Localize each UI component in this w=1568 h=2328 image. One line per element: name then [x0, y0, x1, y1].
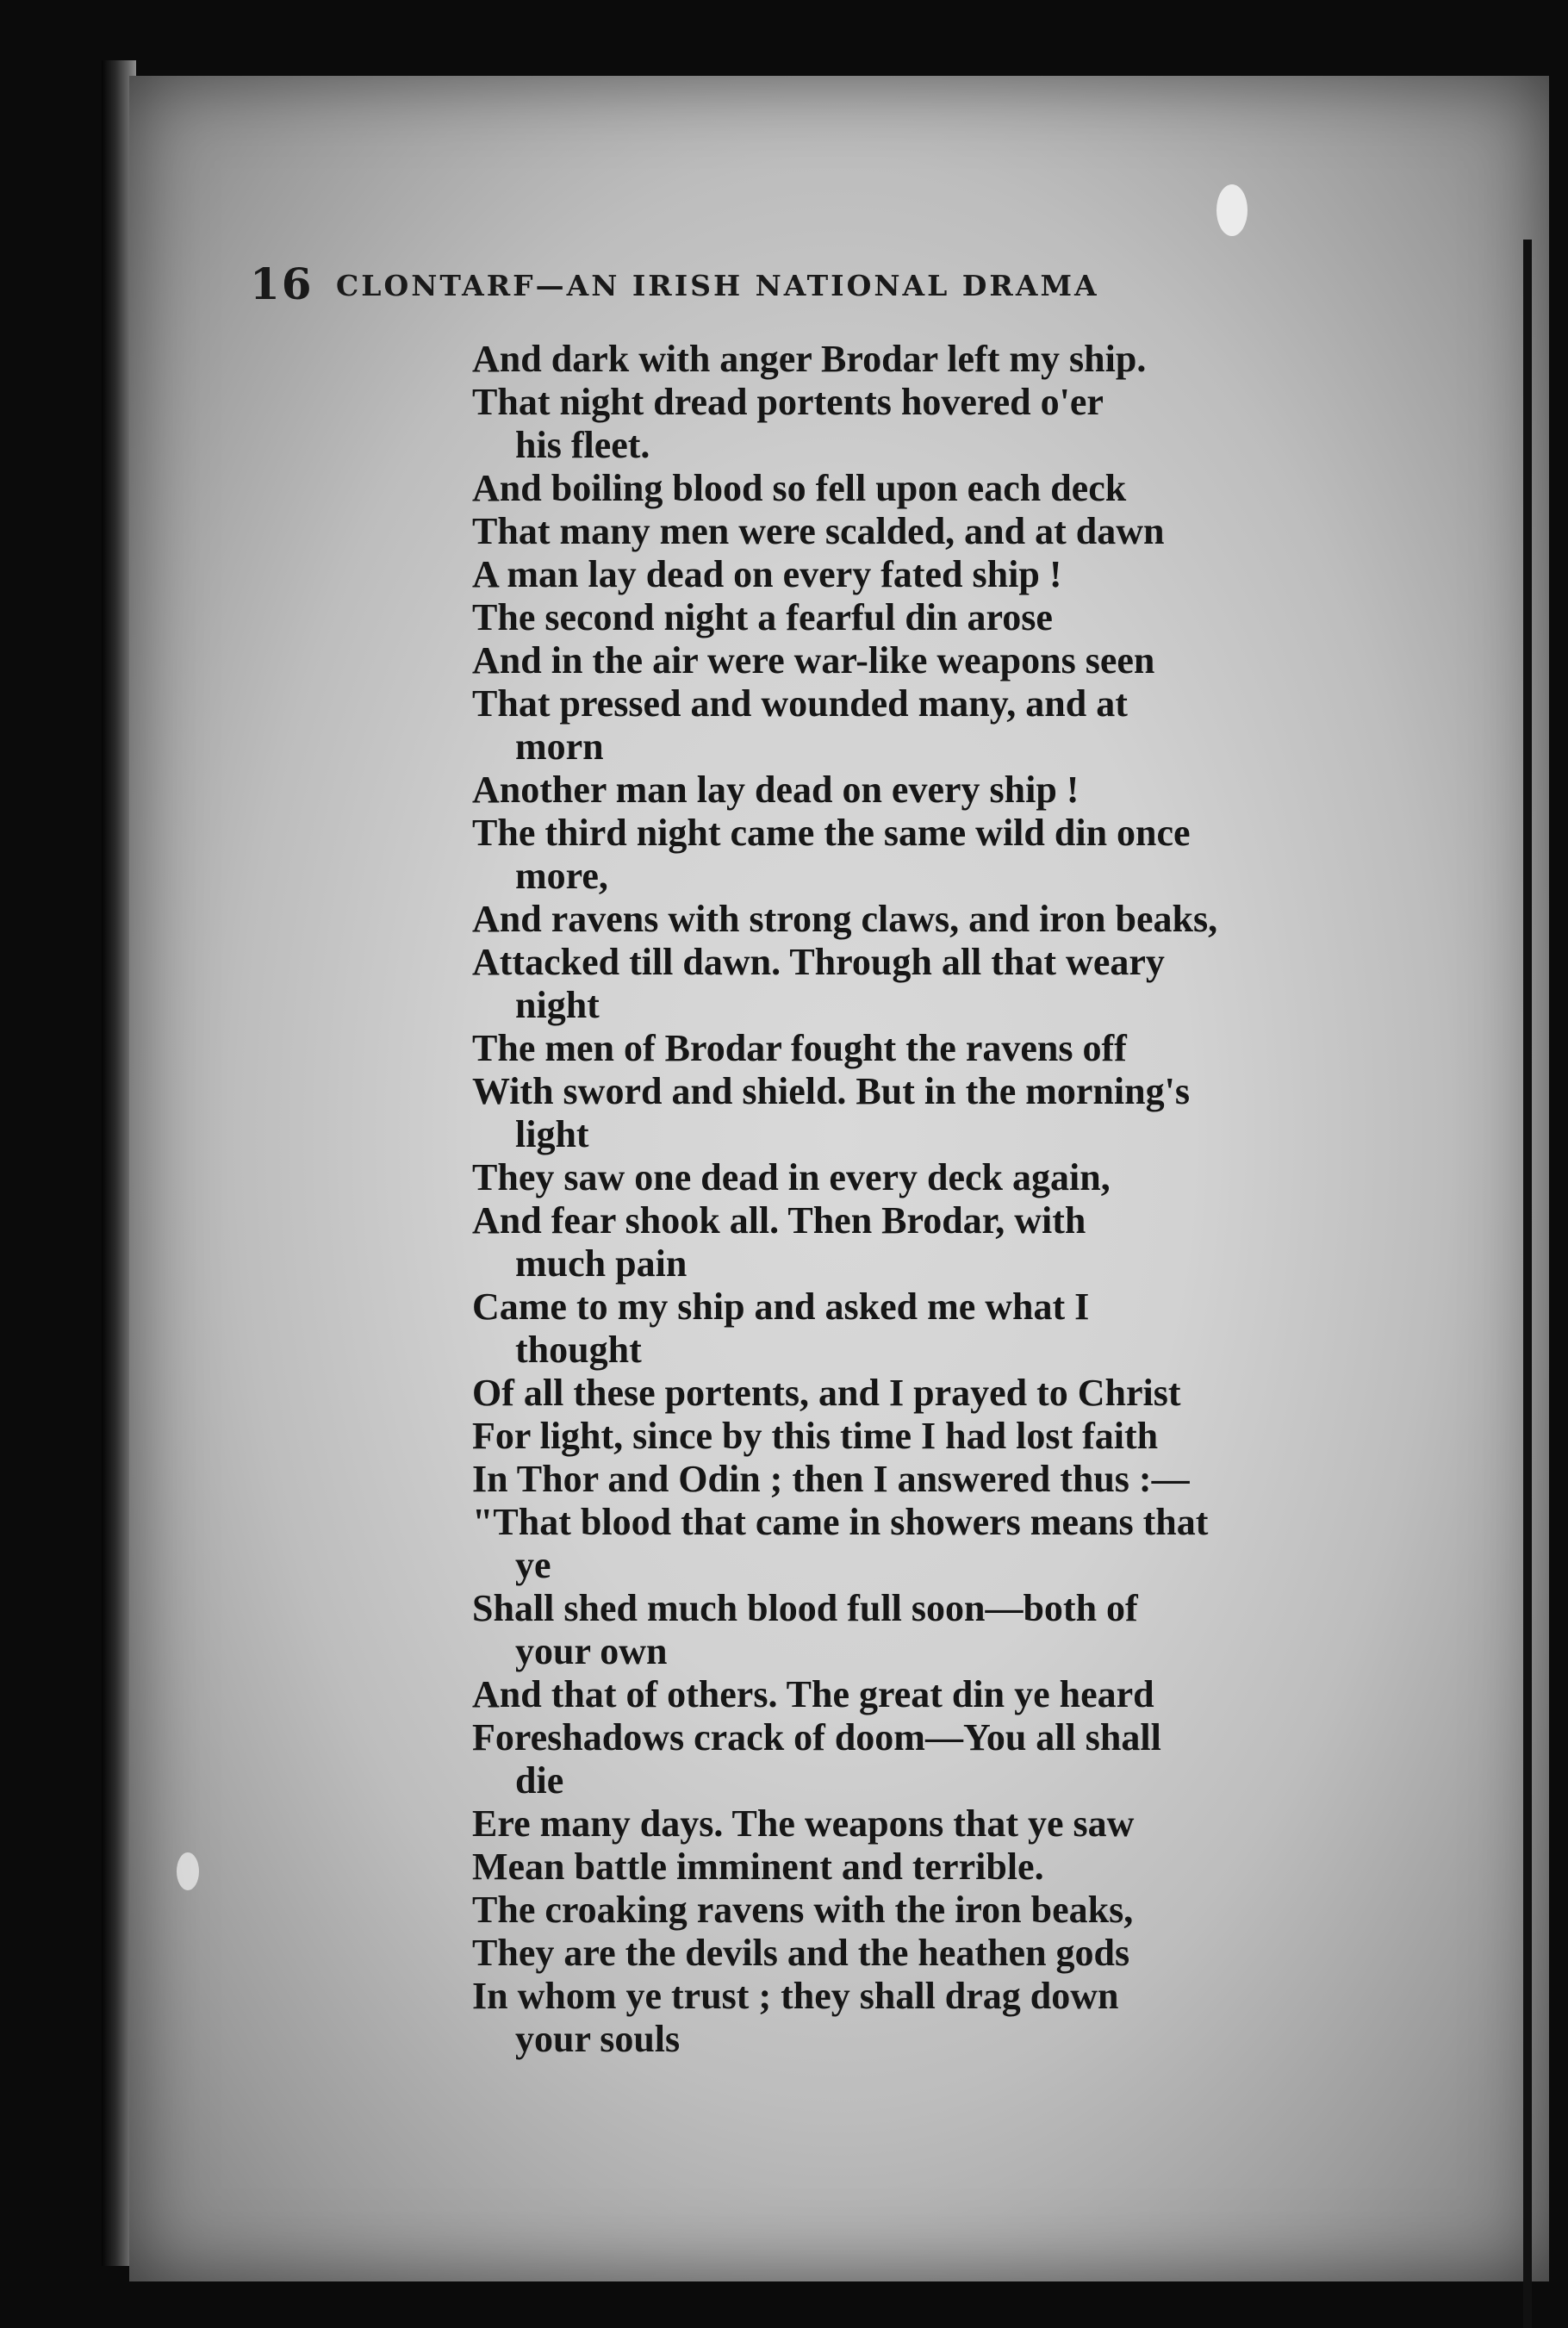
poem-line: That night dread portents hovered o'er	[472, 381, 1104, 423]
poem-line: That pressed and wounded many, and at	[472, 682, 1128, 725]
poem-line: your own	[515, 1630, 668, 1672]
poem-line: The second night a fearful din arose	[472, 596, 1053, 638]
poem-line: And ravens with strong claws, and iron beaks,	[472, 898, 1218, 940]
poem-line: And fear shook all. Then Brodar, with	[472, 1199, 1086, 1242]
scan-speck	[177, 1852, 199, 1890]
poem-line: more,	[515, 855, 608, 897]
scan-speck	[1216, 184, 1248, 236]
poem-line: They saw one dead in every deck again,	[472, 1156, 1111, 1198]
poem-line: The croaking ravens with the iron beaks,	[472, 1889, 1134, 1931]
poem-line: "That blood that came in showers means that	[472, 1501, 1209, 1543]
poem-line: ye	[515, 1544, 551, 1586]
running-header	[250, 258, 1266, 314]
poem-line: thought	[515, 1329, 642, 1371]
poem-text-block	[472, 338, 1334, 2061]
poem-line: And dark with anger Brodar left my ship.	[472, 338, 1147, 380]
poem-line: With sword and shield. But in the morning's	[472, 1070, 1190, 1112]
poem-line: That many men were scalded, and at dawn	[472, 510, 1165, 552]
poem-line: his fleet.	[515, 424, 650, 466]
poem-line: And that of others. The great din ye heard	[472, 1673, 1154, 1715]
page-number: 16	[250, 258, 314, 309]
poem-line: Shall shed much blood full soon—both of	[472, 1587, 1138, 1629]
poem-line: A man lay dead on every fated ship !	[472, 553, 1062, 595]
poem-line: Ere many days. The weapons that ye saw	[472, 1802, 1135, 1845]
poem-line: The men of Brodar fought the ravens off	[472, 1027, 1127, 1069]
poem-line: much pain	[515, 1242, 688, 1285]
poem-line: Foreshadows crack of doom—You all shall	[472, 1716, 1161, 1758]
poem-line: Of all these portents, and I prayed to Christ	[472, 1372, 1181, 1414]
poem-line: For light, since by this time I had lost faith	[472, 1415, 1159, 1457]
poem-line: Another man lay dead on every ship !	[472, 769, 1080, 811]
poem-line: They are the devils and the heathen gods	[472, 1932, 1130, 1974]
poem-line: your souls	[515, 2018, 681, 2060]
running-title: CLONTARF—AN IRISH NATIONAL DRAMA	[336, 269, 1099, 302]
poem-line: In whom ye trust ; they shall drag down	[472, 1975, 1119, 2017]
poem-line: night	[515, 984, 600, 1026]
poem-line: Attacked till dawn. Through all that weary	[472, 941, 1165, 983]
poem-line: The third night came the same wild din once	[472, 812, 1191, 854]
poem-line: In Thor and Odin ; then I answered thus :—	[472, 1458, 1190, 1500]
poem-line: Came to my ship and asked me what I	[472, 1285, 1090, 1328]
poem-line: die	[515, 1759, 564, 1802]
page-right-edge	[1523, 240, 1532, 2328]
poem-line: morn	[515, 725, 604, 768]
poem-line: And boiling blood so fell upon each deck	[472, 467, 1127, 509]
poem-line: Mean battle imminent and terrible.	[472, 1846, 1044, 1888]
poem-line: light	[515, 1113, 589, 1155]
poem-line: And in the air were war-like weapons seen	[472, 639, 1155, 682]
